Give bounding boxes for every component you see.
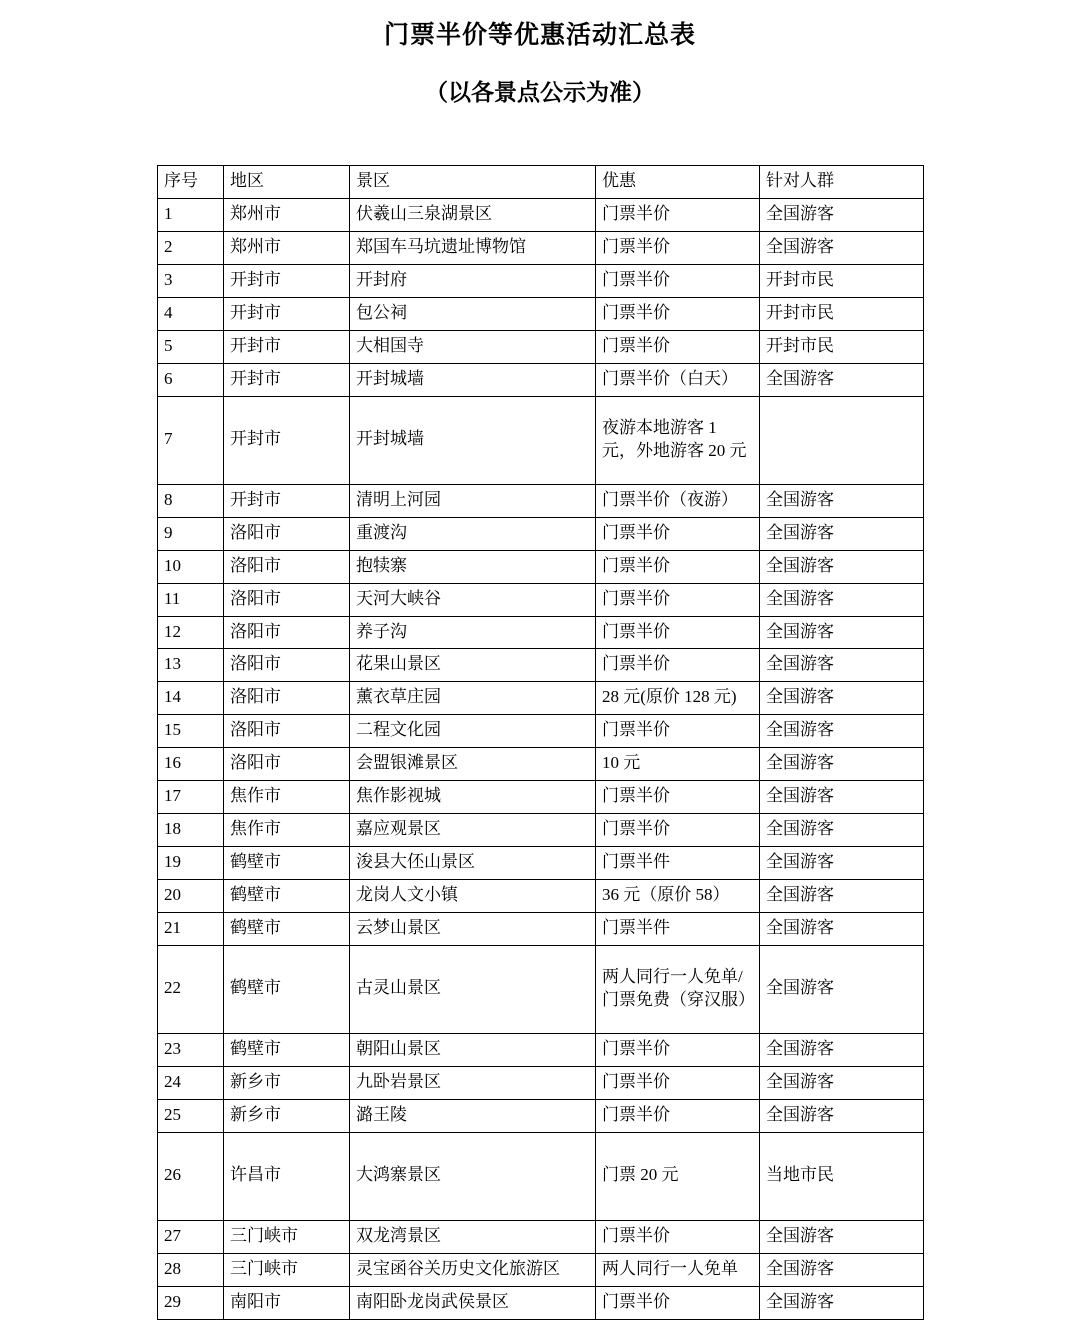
row-offer: 门票半价	[596, 265, 760, 298]
table-row	[158, 945, 924, 1033]
table-row	[158, 330, 924, 363]
table-body	[158, 166, 924, 1319]
row-target: 全国游客	[760, 1066, 924, 1099]
row-region: 洛阳市	[224, 649, 350, 682]
row-spot: 潞王陵	[350, 1099, 596, 1132]
row-spot: 云梦山景区	[350, 912, 596, 945]
table-row	[158, 715, 924, 748]
row-no: 20	[158, 880, 224, 913]
row-no: 22	[158, 945, 224, 1033]
row-offer: 夜游本地游客 1 元，外地游客 20 元	[596, 396, 760, 484]
row-target: 全国游客	[760, 748, 924, 781]
row-no: 17	[158, 781, 224, 814]
page-title: 门票半价等优惠活动汇总表	[383, 22, 696, 49]
row-offer: 门票半价	[596, 550, 760, 583]
row-region: 开封市	[224, 396, 350, 484]
row-no: 26	[158, 1132, 224, 1220]
row-no: 4	[158, 297, 224, 330]
row-region: 鹤壁市	[224, 880, 350, 913]
row-region: 开封市	[224, 484, 350, 517]
row-spot: 大鸿寨景区	[350, 1132, 596, 1220]
row-no: 12	[158, 616, 224, 649]
row-region: 鹤壁市	[224, 945, 350, 1033]
table-row	[158, 232, 924, 265]
row-spot: 伏羲山三泉湖景区	[350, 199, 596, 232]
row-no: 25	[158, 1099, 224, 1132]
row-no: 1	[158, 199, 224, 232]
table-header-row	[158, 166, 924, 199]
table-row	[158, 682, 924, 715]
row-spot: 开封城墙	[350, 363, 596, 396]
table-row	[158, 517, 924, 550]
table-row	[158, 1099, 924, 1132]
column-header-no: 序号	[158, 166, 224, 199]
document-page	[0, 18, 1080, 1320]
row-no: 14	[158, 682, 224, 715]
row-target: 全国游客	[760, 912, 924, 945]
row-region: 洛阳市	[224, 583, 350, 616]
table-row	[158, 814, 924, 847]
row-spot: 会盟银滩景区	[350, 748, 596, 781]
row-region: 洛阳市	[224, 616, 350, 649]
row-region: 开封市	[224, 330, 350, 363]
row-region: 洛阳市	[224, 682, 350, 715]
row-spot: 开封城墙	[350, 396, 596, 484]
row-target: 全国游客	[760, 1286, 924, 1319]
row-spot: 薰衣草庄园	[350, 682, 596, 715]
row-offer: 门票半价（白天）	[596, 363, 760, 396]
page-subtitle: （以各景点公示为准）	[425, 80, 655, 105]
row-no: 18	[158, 814, 224, 847]
row-target: 全国游客	[760, 847, 924, 880]
table-row	[158, 265, 924, 298]
row-offer: 门票半价	[596, 649, 760, 682]
table-row	[158, 297, 924, 330]
table-row	[158, 847, 924, 880]
discount-table	[157, 165, 924, 1319]
row-region: 新乡市	[224, 1066, 350, 1099]
row-region: 三门峡市	[224, 1253, 350, 1286]
row-no: 28	[158, 1253, 224, 1286]
row-offer: 门票半价（夜游）	[596, 484, 760, 517]
row-offer: 门票半价	[596, 1099, 760, 1132]
row-spot: 龙岗人文小镇	[350, 880, 596, 913]
row-offer: 门票半价	[596, 232, 760, 265]
row-region: 焦作市	[224, 781, 350, 814]
row-spot: 灵宝函谷关历史文化旅游区	[350, 1253, 596, 1286]
row-offer: 门票半件	[596, 912, 760, 945]
row-offer: 门票半价	[596, 781, 760, 814]
row-region: 开封市	[224, 363, 350, 396]
row-target: 全国游客	[760, 517, 924, 550]
row-region: 三门峡市	[224, 1220, 350, 1253]
row-spot: 抱犊寨	[350, 550, 596, 583]
table-row	[158, 1286, 924, 1319]
row-spot: 二程文化园	[350, 715, 596, 748]
row-no: 23	[158, 1033, 224, 1066]
row-target: 全国游客	[760, 550, 924, 583]
row-no: 24	[158, 1066, 224, 1099]
row-no: 7	[158, 396, 224, 484]
row-target: 全国游客	[760, 649, 924, 682]
row-spot: 开封府	[350, 265, 596, 298]
row-spot: 花果山景区	[350, 649, 596, 682]
column-header-spot: 景区	[350, 166, 596, 199]
row-spot: 南阳卧龙岗武侯景区	[350, 1286, 596, 1319]
column-header-region: 地区	[224, 166, 350, 199]
row-no: 6	[158, 363, 224, 396]
row-no: 19	[158, 847, 224, 880]
row-offer: 门票半价	[596, 1066, 760, 1099]
table-row	[158, 1132, 924, 1220]
row-no: 29	[158, 1286, 224, 1319]
table-row	[158, 363, 924, 396]
row-region: 郑州市	[224, 199, 350, 232]
row-target: 全国游客	[760, 583, 924, 616]
row-spot: 包公祠	[350, 297, 596, 330]
row-spot: 养子沟	[350, 616, 596, 649]
row-offer: 门票半件	[596, 847, 760, 880]
row-region: 鹤壁市	[224, 1033, 350, 1066]
column-header-target: 针对人群	[760, 166, 924, 199]
row-region: 洛阳市	[224, 517, 350, 550]
row-no: 10	[158, 550, 224, 583]
row-no: 27	[158, 1220, 224, 1253]
column-header-offer: 优惠	[596, 166, 760, 199]
row-target: 全国游客	[760, 616, 924, 649]
row-offer: 门票半价	[596, 616, 760, 649]
row-no: 13	[158, 649, 224, 682]
row-offer: 门票半价	[596, 1033, 760, 1066]
row-offer: 36 元（原价 58）	[596, 880, 760, 913]
row-region: 洛阳市	[224, 715, 350, 748]
row-offer: 门票半价	[596, 297, 760, 330]
row-offer: 门票 20 元	[596, 1132, 760, 1220]
table-row	[158, 396, 924, 484]
row-no: 3	[158, 265, 224, 298]
row-offer: 两人同行一人免单/门票免费（穿汉服）	[596, 945, 760, 1033]
row-target: 开封市民	[760, 265, 924, 298]
table-row	[158, 616, 924, 649]
row-target	[760, 396, 924, 484]
row-target: 全国游客	[760, 1253, 924, 1286]
table-row	[158, 1220, 924, 1253]
row-target: 全国游客	[760, 1099, 924, 1132]
row-target: 全国游客	[760, 232, 924, 265]
row-target: 全国游客	[760, 880, 924, 913]
row-target: 全国游客	[760, 363, 924, 396]
row-region: 洛阳市	[224, 550, 350, 583]
row-offer: 10 元	[596, 748, 760, 781]
table-row	[158, 880, 924, 913]
table-row	[158, 748, 924, 781]
row-offer: 门票半价	[596, 330, 760, 363]
row-no: 11	[158, 583, 224, 616]
table-row	[158, 199, 924, 232]
row-spot: 朝阳山景区	[350, 1033, 596, 1066]
table-row	[158, 1066, 924, 1099]
row-target: 全国游客	[760, 484, 924, 517]
row-spot: 焦作影视城	[350, 781, 596, 814]
row-spot: 清明上河园	[350, 484, 596, 517]
row-region: 新乡市	[224, 1099, 350, 1132]
row-offer: 28 元(原价 128 元)	[596, 682, 760, 715]
row-spot: 九卧岩景区	[350, 1066, 596, 1099]
row-target: 全国游客	[760, 814, 924, 847]
row-no: 8	[158, 484, 224, 517]
row-offer: 门票半价	[596, 1220, 760, 1253]
row-spot: 浚县大伾山景区	[350, 847, 596, 880]
row-no: 15	[158, 715, 224, 748]
row-region: 郑州市	[224, 232, 350, 265]
row-target: 开封市民	[760, 297, 924, 330]
table-row	[158, 484, 924, 517]
row-target: 开封市民	[760, 330, 924, 363]
row-region: 开封市	[224, 265, 350, 298]
row-offer: 门票半价	[596, 199, 760, 232]
discount-table-container	[157, 165, 923, 1319]
row-region: 鹤壁市	[224, 847, 350, 880]
row-region: 南阳市	[224, 1286, 350, 1319]
table-row	[158, 912, 924, 945]
row-offer: 门票半价	[596, 814, 760, 847]
row-region: 许昌市	[224, 1132, 350, 1220]
row-target: 全国游客	[760, 781, 924, 814]
row-no: 9	[158, 517, 224, 550]
row-spot: 古灵山景区	[350, 945, 596, 1033]
row-no: 21	[158, 912, 224, 945]
row-spot: 嘉应观景区	[350, 814, 596, 847]
row-offer: 门票半价	[596, 715, 760, 748]
row-offer: 门票半价	[596, 583, 760, 616]
row-offer: 门票半价	[596, 517, 760, 550]
row-no: 5	[158, 330, 224, 363]
row-no: 2	[158, 232, 224, 265]
row-spot: 郑国车马坑遗址博物馆	[350, 232, 596, 265]
row-target: 全国游客	[760, 682, 924, 715]
row-spot: 天河大峡谷	[350, 583, 596, 616]
row-no: 16	[158, 748, 224, 781]
row-target: 当地市民	[760, 1132, 924, 1220]
row-spot: 大相国寺	[350, 330, 596, 363]
row-region: 洛阳市	[224, 748, 350, 781]
row-spot: 重渡沟	[350, 517, 596, 550]
table-row	[158, 1253, 924, 1286]
row-offer: 门票半价	[596, 1286, 760, 1319]
row-target: 全国游客	[760, 199, 924, 232]
table-row	[158, 781, 924, 814]
row-target: 全国游客	[760, 715, 924, 748]
row-region: 鹤壁市	[224, 912, 350, 945]
row-region: 开封市	[224, 297, 350, 330]
row-region: 焦作市	[224, 814, 350, 847]
table-row	[158, 1033, 924, 1066]
row-spot: 双龙湾景区	[350, 1220, 596, 1253]
row-target: 全国游客	[760, 945, 924, 1033]
row-target: 全国游客	[760, 1033, 924, 1066]
row-target: 全国游客	[760, 1220, 924, 1253]
table-row	[158, 583, 924, 616]
table-row	[158, 550, 924, 583]
table-row	[158, 649, 924, 682]
row-offer: 两人同行一人免单	[596, 1253, 760, 1286]
